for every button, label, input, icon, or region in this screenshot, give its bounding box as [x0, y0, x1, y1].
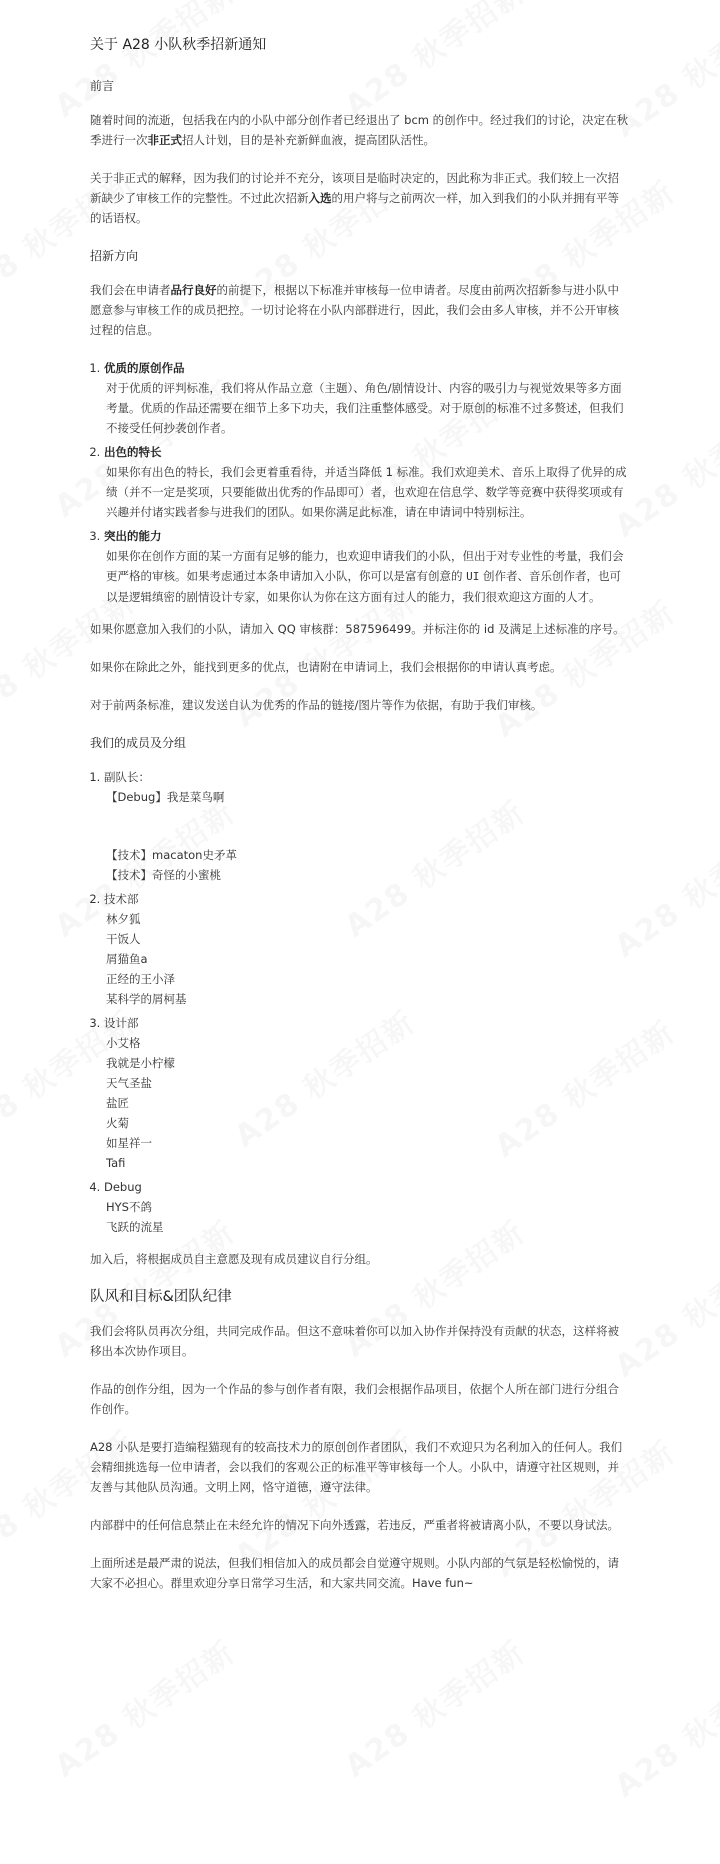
criteria-body-code: UI	[466, 570, 480, 583]
member-name: 如星祥一	[106, 1136, 152, 1150]
members-note: 加入后，将根据成员自主意愿及现有成员建议自行分组。	[90, 1252, 378, 1266]
preface-p1-text: 随着时间的流逝，包括我在内的小队中部分创作者已经退出了 bcm 的创作中。经过我们的讨论，决定在秋季进行一次	[90, 113, 629, 147]
member-name: 小艾格	[106, 1036, 141, 1050]
criteria-title: 优质的原创作品	[104, 361, 185, 375]
member-group-name: Debug	[104, 1180, 142, 1194]
preface-paragraph-1	[90, 110, 630, 150]
member-name: 我就是小柠檬	[106, 1056, 175, 1070]
member-group	[104, 1177, 630, 1237]
direction-intro	[90, 280, 630, 340]
criteria-body-text-end: 创作者、音乐创作者，也可以是逻辑缜密的剧情设计专家，如果你认为你在这方面有过人的能力，我们很欢迎这方面的人才。	[106, 569, 622, 604]
preface-p2-text: 关于非正式的解释，因为我们的讨论并不充分，该项目是临时决定的，因此称为非正式。我们较上一次招新缺少了审核工作的完整性。不过此次招新	[90, 171, 619, 205]
preface-heading: 前言	[90, 79, 115, 93]
member-name: 飞跃的流星	[106, 1220, 164, 1234]
watermark	[613, 1661, 720, 1799]
criteria-title: 出色的特长	[104, 445, 162, 459]
criteria-body: 如果你有出色的特长，我们会更着重看待，并适当降低 1 标准。我们欢迎美术、音乐上取得了优异的成绩（并不一定是奖项，只要能做出优秀的作品即可）者，也欢迎在信息学、数学等竞赛中获得奖项或有兴趣并付诸实践者参与进我们的团队。如果你满足此标准，请在申请词中特别标注。	[106, 465, 627, 519]
rules-paragraph-3: A28 小队是要打造编程猫现有的较高技术力的原创创作者团队，我们不欢迎只为名利加入的任何人。我们会精细挑选每一位申请者，会以我们的客观公正的标准平等审核每一个人。小队中，请遵守社区规则，并友善与其他队员沟通。文明上网，恪守道德，遵守法律。	[90, 1440, 623, 1494]
member-name: 盐匠	[106, 1096, 129, 1110]
direction-intro-emphasis: 品行良好	[170, 283, 217, 297]
direction-intro-text-end: 的前提下，根据以下标准并审核每一位申请者。尽度由前两次招新参与进小队中愿意参与审核工作的成员把控。一切讨论将在小队内部群进行，因此，我们会由多人审核，并不公开审核过程的信息。	[90, 283, 619, 337]
preface-p1-emphasis: 非正式	[147, 133, 182, 147]
members-heading: 我们的成员及分组	[90, 736, 187, 750]
join-instructions: 如果你愿意加入我们的小队，请加入 QQ 审核群：587596499。并标注你的 id 及满足上述标准的序号。	[90, 622, 625, 636]
member-group	[104, 767, 630, 885]
member-name: 【技术】macaton史矛革	[106, 848, 237, 862]
links-note: 对于前两条标准，建议发送自认为优秀的作品的链接/图片等作为依据，有助于我们审核。	[90, 698, 543, 712]
member-name: 干饭人	[106, 932, 141, 946]
member-name: 屑猫鱼a	[106, 952, 148, 966]
rules-paragraph-2: 作品的创作分组，因为一个作品的参与创作者有限，我们会根据作品项目，依据个人所在部门进行分组合作创作。	[90, 1382, 619, 1416]
criteria-list	[90, 358, 630, 607]
criteria-item	[104, 526, 630, 607]
direction-intro-text: 我们会在申请者	[90, 283, 171, 297]
member-name: 某科学的屑柯基	[106, 992, 187, 1006]
criteria-body-text: 如果你在创作方面的某一方面有足够的能力，也欢迎申请我们的小队，但出于对专业性的考量，我们会更严格的审核。如果考虑通过本条申请加入小队，你可以是富有创意的	[106, 549, 624, 583]
rules-paragraph-1: 我们会将队员再次分组，共同完成作品。但这不意味着你可以加入协作并保持没有贡献的状态，这样将被移出本次协作项目。	[90, 1324, 619, 1358]
member-group	[104, 889, 630, 1009]
preface-p2-emphasis: 入选	[308, 191, 332, 205]
member-name: 【技术】奇怪的小蜜桃	[106, 868, 221, 882]
criteria-item	[104, 358, 630, 438]
member-group	[104, 1013, 630, 1173]
extra-note: 如果你在除此之外，能找到更多的优点，也请附在申请词上，我们会根据你的申请认真考虑。	[90, 660, 562, 674]
criteria-item	[104, 442, 630, 522]
member-name: 【Debug】我是菜鸟啊	[106, 790, 225, 804]
rules-paragraph-4: 内部群中的任何信息禁止在未经允许的情况下向外透露，若违反，严重者将被请离小队，不要以身试法。	[90, 1518, 619, 1532]
member-name: Tafi	[106, 1156, 126, 1170]
preface-paragraph-2	[90, 168, 630, 228]
preface-p2-text-end: 的用户将与之前两次一样，加入到我们的小队并拥有平等的话语权。	[90, 191, 619, 225]
member-name: 天气圣盐	[106, 1076, 152, 1090]
member-name: 火菊	[106, 1116, 129, 1130]
member-group-name: 设计部	[104, 1016, 139, 1030]
page-title: 关于 A28 小队秋季招新通知	[90, 37, 267, 53]
rules-heading: 队风和目标&团队纪律	[90, 1289, 232, 1305]
criteria-title: 突出的能力	[104, 529, 162, 543]
member-group-name: 技术部	[104, 892, 139, 906]
member-group-name: 副队长：	[104, 770, 150, 784]
member-name: 正经的王小泽	[106, 972, 175, 986]
preface-p1-text-end: 招人计划，目的是补充新鲜血液，提高团队活性。	[182, 133, 435, 147]
watermark	[53, 1641, 238, 1779]
members-list	[90, 767, 630, 1237]
direction-heading: 招新方向	[90, 249, 139, 263]
member-name: HYS不鸽	[106, 1200, 152, 1214]
member-name: 林夕狐	[106, 912, 141, 926]
rules-paragraph-5: 上面所述是最严肃的说法，但我们相信加入的成员都会自觉遵守规则。小队内部的气氛是轻松愉悦的，请大家不必担心。群里欢迎分享日常学习生活，和大家共同交流。Have fun~	[90, 1556, 619, 1590]
criteria-body	[104, 546, 630, 607]
watermark	[343, 1641, 528, 1779]
criteria-body: 对于优质的评判标准，我们将从作品立意（主题）、角色/剧情设计、内容的吸引力与视觉效果等多方面考量。优质的作品还需要在细节上多下功夫，我们注重整体感受。对于原创的标准不过多赘述，但我们不接受任何抄袭创作者。	[106, 381, 624, 435]
